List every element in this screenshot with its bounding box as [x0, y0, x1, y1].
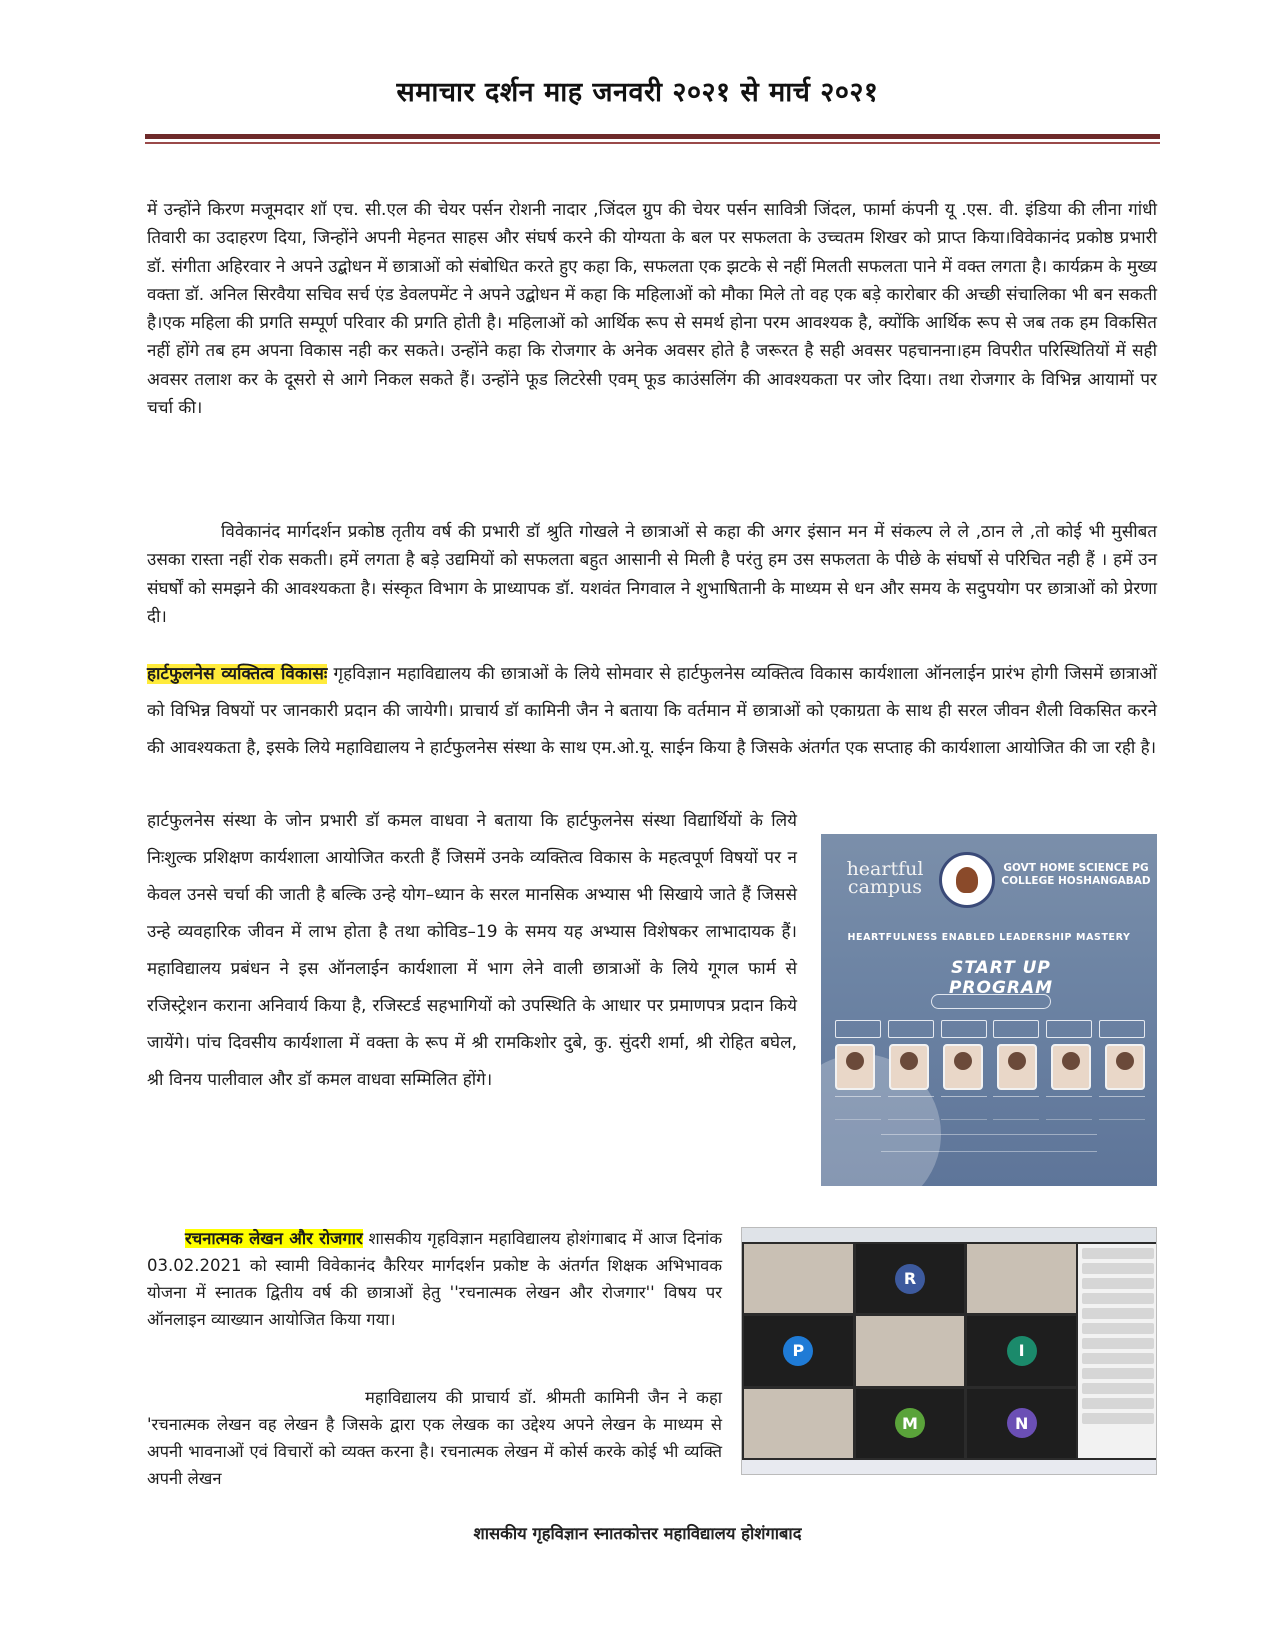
browser-topbar [742, 1228, 1157, 1242]
speaker-photo [835, 1044, 875, 1090]
paragraph-creative-writing [147, 1225, 722, 1333]
poster-speaker-photos [835, 1044, 1145, 1090]
heartfulness-heading: हार्टफुलनेस व्यक्तित्व विकासः [147, 664, 328, 684]
paragraph-heartfulness-text: गृहविज्ञान महाविद्यालय की छात्राओं के लिये सोमवार से हार्टफुलनेस व्यक्तित्व विकास कार्यशाला ऑनलाईन प्रारंभ होगी जिसमें छात्राओं को विभिन्न विषयों पर जानकारी प्रदान की जायेगी। प्राचार्य डॉ कामिनी जैन ने बताया कि वर्तमान में छात्राओं को एकाग्रता के साथ ही सरल जीवन शैली विकसित करने की आवश्यकता है, इसके लिये महाविद्यालय ने हार्टफुलनेस संस्था के साथ एम.ओ.यू. साईन किया है जिसके अंतर्गत एक सप्ताह की कार्यशाला आयोजित की जा रही है। [147, 664, 1157, 758]
paragraph-principal-text: महाविद्यालय की प्राचार्य डॉ. श्रीमती कामिनी जैन ने कहा 'रचनात्मक लेखन वह लेखन है जिसके द्वारा एक लेखक का उद्देश्य अपने लेखन के माध्यम से अपनी भावनाओं एवं विचारों को व्यक्त करना है। रचनात्मक लेखन में कोर्स करके कोई भी व्यक्ति अपनी लेखन [147, 1388, 722, 1488]
participant-row [1082, 1323, 1154, 1334]
participant-avatar-tile [744, 1316, 853, 1385]
heartful-campus-logo: heartful campus [846, 858, 924, 898]
participant-row [1082, 1248, 1154, 1259]
page-footer: शासकीय गृहविज्ञान स्नातकोत्तर महाविद्यालय होशंगाबाद [473, 1524, 802, 1543]
speaker-caption [835, 1096, 881, 1120]
participant-row [1082, 1353, 1154, 1364]
paragraph-principal [147, 1384, 722, 1492]
poster-chip [941, 1020, 987, 1038]
participant-row [1082, 1413, 1154, 1424]
speaker-photo [889, 1044, 929, 1090]
paragraph-heartfulness [147, 656, 1157, 767]
poster-program-title: HEARTFULNESS ENABLED LEADERSHIP MASTERY [847, 932, 1131, 943]
poster-college-name: GOVT HOME SCIENCE PG COLLEGE HOSHANGABAD [1001, 862, 1151, 887]
poster-chip [835, 1020, 881, 1038]
speaker-caption [941, 1096, 987, 1120]
participant-video-tile [967, 1244, 1076, 1313]
poster-chip [1046, 1020, 1092, 1038]
participant-row [1082, 1383, 1154, 1394]
participant-grid [744, 1244, 1076, 1458]
participant-video-tile [744, 1244, 853, 1313]
poster-footer-band [881, 1134, 1097, 1152]
participant-list-panel [1078, 1244, 1157, 1458]
participant-row [1082, 1338, 1154, 1349]
participant-avatar-tile [856, 1244, 965, 1313]
speaker-photo [943, 1044, 983, 1090]
poster-chip [888, 1020, 934, 1038]
participant-avatar-tile [967, 1316, 1076, 1385]
participant-row [1082, 1293, 1154, 1304]
speaker-caption [888, 1096, 934, 1120]
poster-chip [993, 1020, 1039, 1038]
college-seal-icon [939, 852, 995, 908]
speaker-photo [1105, 1044, 1145, 1090]
participant-row [1082, 1368, 1154, 1379]
title-rule-thick [145, 134, 1160, 139]
poster-chip [1099, 1020, 1145, 1038]
taskbar [742, 1460, 1157, 1475]
participant-video-tile [744, 1389, 853, 1458]
participant-avatar: P [783, 1336, 813, 1366]
participant-row [1082, 1263, 1154, 1274]
online-meeting-screenshot [741, 1227, 1157, 1475]
participant-row [1082, 1308, 1154, 1319]
participant-avatar: I [1007, 1336, 1037, 1366]
page-title: समाचार दर्शन माह जनवरी २०२१ से मार्च २०२१ [396, 77, 879, 108]
speaker-caption [993, 1096, 1039, 1120]
creative-writing-heading: रचनात्मक लेखन और रोजगार [185, 1229, 363, 1248]
speaker-caption [1046, 1096, 1092, 1120]
participant-video-tile [856, 1316, 965, 1385]
title-rule-thin [145, 142, 1160, 144]
paragraph-gokhale [147, 518, 1157, 631]
speaker-photo [997, 1044, 1037, 1090]
paragraph-creative-writing-text: शासकीय गृहविज्ञान महाविद्यालय होशंगाबाद में आज दिनांक 03.02.2021 को स्वामी विवेकानंद कैरियर मार्गदर्शन प्रकोष्ट के अंतर्गत शिक्षक अभिभावक योजना में स्नातक द्वितीय वर्ष की छात्राओं हेतु ''रचनात्मक लेखन और रोजगार'' विषय पर ऑनलाइन व्याख्यान आयोजित किया गया। [147, 1229, 722, 1329]
participant-avatar: R [895, 1264, 925, 1294]
participant-avatar-tile [856, 1389, 965, 1458]
paragraph-heartfulness-zone: हार्टफुलनेस संस्था के जोन प्रभारी डॉ कमल वाधवा ने बताया कि हार्टफुलनेस संस्था विद्यार्थियों के लिये निःशुल्क प्रशिक्षण कार्यशाला आयोजित करती हैं जिसमें उनके व्यक्तित्व विकास के महत्वपूर्ण विषयों पर न केवल उनसे चर्चा की जाती है बल्कि उन्हे योग–ध्यान के सरल मानसिक अभ्यास भी सिखाये जाते हैं जिससे उन्हे व्यवहारिक जीवन में लाभ होता है तथा कोविड–19 के समय यह अभ्यास विशेषकर लाभादायक हैं। महाविद्यालय प्रबंधन ने इस ऑनलाईन कार्यशाला में भाग लेने वाली छात्राओं के लिये गूगल फार्म से रजिस्ट्रेशन कराना अनिवार्य किया है, रजिस्टर्ड सहभागियों को उपस्थिति के आधार पर प्रमाणपत्र प्रदान किये जायेंगे। पांच दिवसीय कार्यशाला में वक्ता के रूप में श्री रामकिशोर दुबे, कु. सुंदरी शर्मा, श्री रोहित बघेल, श्री विनय पालीवाल और डॉ कमल वाधवा सम्मिलित होंगे। [147, 811, 797, 1090]
speaker-photo [1051, 1044, 1091, 1090]
participant-avatar: N [1007, 1408, 1037, 1438]
poster-startup-text: START UP PROGRAM [948, 958, 1054, 998]
poster-date-bar [931, 994, 1051, 1009]
poster-speaker-captions [835, 1096, 1145, 1120]
paragraph-intro: में उन्होंने किरण मजूमदार शॉ एच. सी.एल की चेयर पर्सन रोशनी नादार ,जिंदल ग्रुप की चेयर पर्सन सावित्री जिंदल, फार्मा कंपनी यू .एस. वी. इंडिया की लीना गांधी तिवारी का उदाहरण दिया, जिन्होंने अपनी मेहनत साहस और संघर्ष करने की योग्यता के बल पर सफलता के उच्चतम शिखर को प्राप्त किया।विवेकानंद प्रकोष्ठ प्रभारी डॉ. संगीता अहिरवार ने अपने उद्बोधन में छात्राओं को संबोधित करते हुए कहा कि, सफलता एक झटके से नहीं मिलती सफलता पाने में वक्त लगता है। कार्यक्रम के मुख्य वक्ता डॉ. अनिल सिरवैया सचिव सर्च एंड डेवलपमेंट ने अपने उद्बोधन में कहा कि महिलाओं को मौका मिले तो वह एक बड़े कारोबार की अच्छी संचालिका भी बन सकती है।एक महिला की प्रगति सम्पूर्ण परिवार की प्रगति होती है। महिलाओं को आर्थिक रूप से समर्थ होना परम आवश्यक है, क्योंकि आर्थिक रूप से जब तक हम विकसित नहीं होंगे तब हम अपना विकास नही कर सकते। उन्होंने कहा कि रोजगार के अनेक अवसर होते है जरूरत है सही अवसर पहचानना।हम विपरीत परिस्थितियों में सही अवसर तलाश कर के दूसरो से आगे निकल सकते हैं। उन्होंने फूड लिटरेसी एवम् फूड काउंसलिंग की आवश्यकता पर जोर दिया। तथा रोजगार के विभिन्न आयामों पर चर्चा की। [147, 200, 1157, 419]
participant-avatar: M [895, 1408, 925, 1438]
heartfulness-poster-image [821, 834, 1157, 1186]
paragraph-gokhale-text: विवेकानंद मार्गदर्शन प्रकोष्ठ तृतीय वर्ष की प्रभारी डॉ श्रुति गोखले ने छात्राओं से कहा की अगर इंसान मन में संकल्प ले ले ,ठान ले ,तो कोई भी मुसीबत उसका रास्ता नहीं रोक सकती। हमें लगता है बड़े उद्यमियों को सफलता बहुत आसानी से मिली है परंतु हम उस सफलता के पीछे के संघर्षो से परिचित नही हैं । हमें उन संघर्षों को समझने की आवश्यकता है। संस्कृत विभाग के प्राध्यापक डॉ. यशवंत निगवाल ने शुभाषितानी के माध्यम से धन और समय के सदुपयोग पर छात्राओं को प्रेरणा दी। [147, 522, 1157, 627]
participant-row [1082, 1398, 1154, 1409]
speaker-caption [1099, 1096, 1145, 1120]
participant-row [1082, 1278, 1154, 1289]
poster-date-chips [835, 1020, 1145, 1038]
participant-avatar-tile [967, 1389, 1076, 1458]
